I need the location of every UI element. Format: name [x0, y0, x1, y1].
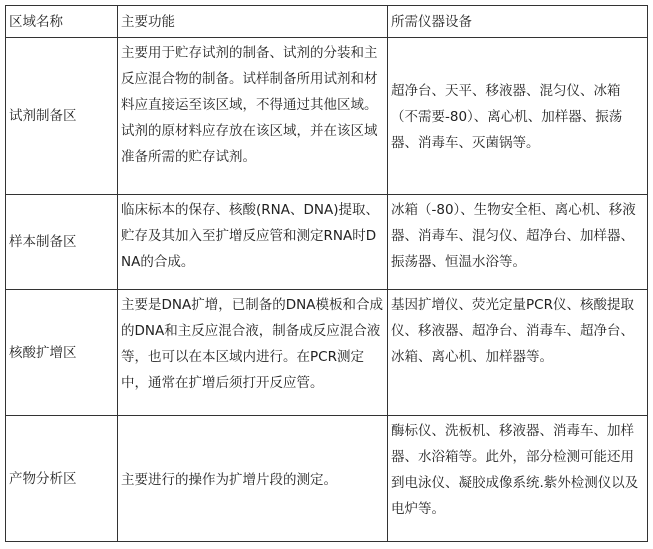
area-name: 样本制备区	[6, 195, 118, 290]
area-function: 主要是DNA扩增，已制备的DNA模板和合成的DNA和主反应混合液，制备成反应混合液等，也可以在本区域内进行。在PCR测定中，通常在扩增后须打开反应管。	[118, 290, 388, 416]
area-equipment: 冰箱（-80）、生物安全柜、离心机、移液器、消毒车、混匀仪、超净台、加样器、振荡器、恒温水浴等。	[388, 195, 648, 290]
area-function: 主要用于贮存试剂的制备、试剂的分装和主反应混合物的制备。试样制备所用试剂和材料应直接运至该区域，不得通过其他区域。试剂的原材料应存放在该区域，并在该区域准备所需的贮存试剂。	[118, 38, 388, 195]
area-function: 临床标本的保存、核酸(RNA、DNA)提取、贮存及其加入至扩增反应管和测定RNA时DNA的合成。	[118, 195, 388, 290]
area-equipment: 超净台、天平、移液器、混匀仪、冰箱（不需要-80）、离心机、加样器、振荡器、消毒车、灭菌锅等。	[388, 38, 648, 195]
area-name: 产物分析区	[6, 416, 118, 542]
lab-zone-table	[5, 5, 648, 542]
area-name: 核酸扩增区	[6, 290, 118, 416]
area-equipment: 酶标仪、洗板机、移液器、消毒车、加样器、水浴箱等。此外，部分检测可能还用到电泳仪、凝胶成像系统.紫外检测仪以及电炉等。	[388, 416, 648, 542]
header-row	[6, 6, 648, 38]
header-equipment: 所需仪器设备	[388, 6, 648, 38]
table-row	[6, 38, 648, 195]
area-name: 试剂制备区	[6, 38, 118, 195]
area-function: 主要进行的操作为扩增片段的测定。	[118, 416, 388, 542]
header-function: 主要功能	[118, 6, 388, 38]
table-row	[6, 416, 648, 542]
area-equipment: 基因扩增仪、荧光定量PCR仪、核酸提取仪、移液器、超净台、消毒车、超净台、冰箱、离心机、加样器等。	[388, 290, 648, 416]
header-area: 区域名称	[6, 6, 118, 38]
table-row	[6, 290, 648, 416]
table-row	[6, 195, 648, 290]
